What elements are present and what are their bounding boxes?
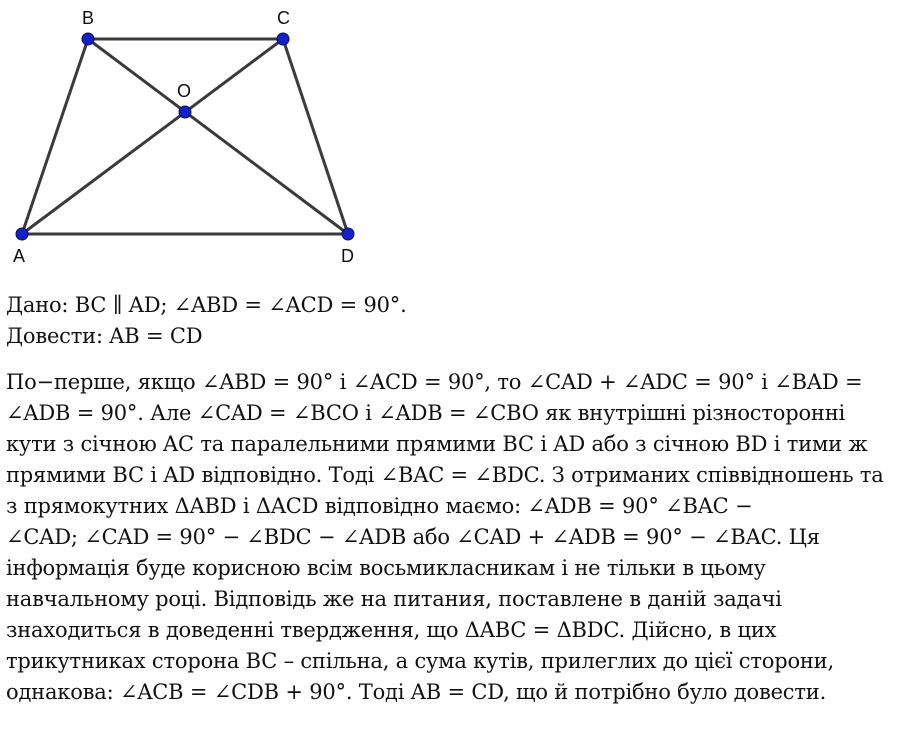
given-section [6,290,911,352]
proof-line: однакова: ∠ACB = ∠CDB + 90°. Тоді AB = CD, що й потрібно було довести. [6,680,827,704]
proof-line: знаходиться в доведенні твердження, що ΔABC = ΔBDC. Дійсно, в цих [6,618,777,642]
trapezoid-diagram [0,0,420,275]
vertex-B [82,33,94,45]
proof-line: По−перше, якщо ∠ABD = 90° і ∠ACD = 90°, то ∠CAD + ∠ADC = 90° і ∠BAD = [6,370,863,394]
label-C: C [277,8,290,28]
prove-statement: Довести: AB = CD [6,324,203,348]
vertex-D [342,228,354,240]
diagonal-BD [88,39,348,234]
proof-line: навчальному році. Відповідь же на питания, поставлене в даній задачі [6,587,782,611]
proof-line: ∠ADB = 90°. Але ∠CAD = ∠BCO і ∠ADB = ∠CBO як внутрішні різносторонні [6,401,846,425]
proof-line: кути з січною AC та паралельними прямими BC і AD або з січною BD і тими ж [6,432,868,456]
proof-line: прямими BC і AD відповідно. Тоді ∠BAC = ∠BDC. З отриманих співвідношень та [6,463,884,487]
proof-section [6,367,911,708]
given-statement: Дано: BC ∥ AD; ∠ABD = ∠ACD = 90°. [6,293,407,317]
segment-CD [283,39,348,234]
label-A: A [13,246,26,266]
proof-line: з прямокутних ΔABD і ΔACD відповідно маємо: ∠ADB = 90° ∠BAC − [6,494,753,518]
proof-line: інформація буде корисною всім восьмикласникам і не тільки в цьому [6,556,766,580]
vertex-A [16,228,28,240]
label-D: D [341,246,354,266]
diagonal-AC [22,39,283,234]
vertex-C [277,33,289,45]
label-O: O [177,81,192,101]
proof-line: трикутниках сторона BC – спільна, а сума кутів, прилеглих до цієї сторони, [6,649,834,673]
vertex-O [179,106,191,118]
label-B: B [82,8,95,28]
proof-line: ∠CAD; ∠CAD = 90° − ∠BDC − ∠ADB або ∠CAD + ∠ADB = 90° − ∠BAC. Ця [6,525,820,549]
segment-AB [22,39,88,234]
